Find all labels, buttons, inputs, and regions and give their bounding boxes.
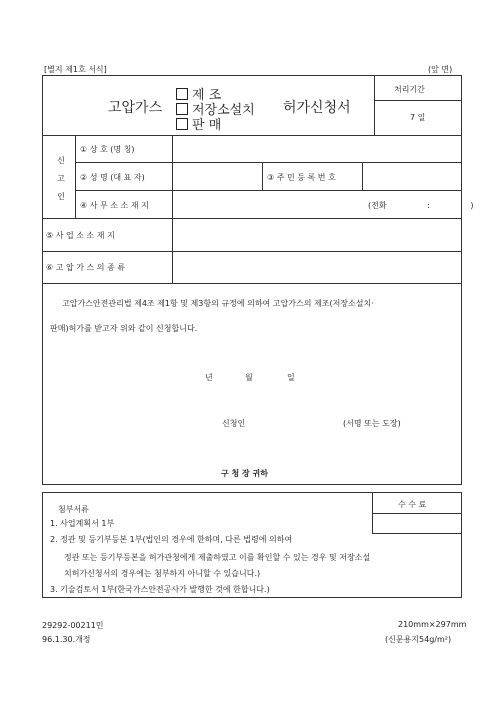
option-sales-label: 판 매 <box>192 118 222 133</box>
attachment-item-3: 3. 기술검토서 1부(한국가스안전공사가 발행한 것에 한합니다.) <box>50 585 270 594</box>
business-name-label: ① 상 호 (명 칭) <box>80 145 135 154</box>
office-address-field[interactable] <box>174 192 364 216</box>
paper-type: (신문용지54g/m²) <box>385 635 452 644</box>
body-line-1: 고압가스안전관리법 제4조 제1항 및 제3항의 규정에 의하여 고압가스의 제조(저장소설치· <box>62 299 374 308</box>
form-code: 29292-00211민 <box>42 621 104 630</box>
applicant-group-label: 신고인 <box>57 156 65 201</box>
option-sales[interactable] <box>176 114 221 133</box>
page-side-label: (앞 면) <box>428 65 453 74</box>
checkbox-manufacture[interactable] <box>176 88 188 100</box>
representative-field[interactable] <box>174 164 260 188</box>
office-address-label: ④ 사 무 소 소 재 지 <box>80 201 149 210</box>
fee-field[interactable] <box>374 515 460 531</box>
option-manufacture-label: 제 조 <box>192 88 222 103</box>
attachment-item-2-cont1: 정관 또는 등기부등본을 허가관청에게 제출하였고 이를 확인할 수 있는 경우 및 저장소설 <box>64 553 371 562</box>
checkbox-storage[interactable] <box>176 103 188 115</box>
attachment-item-1: 1. 사업계획서 1부 <box>50 519 115 528</box>
date-day-label: 일 <box>287 373 295 382</box>
form-reference: [별지 제1호 서식] <box>44 65 107 74</box>
gas-type-field[interactable] <box>174 253 460 281</box>
body-line-2: 판매)허가를 받고자 위와 같이 신청합니다. <box>50 324 198 333</box>
site-address-field[interactable] <box>174 220 460 249</box>
addressee: 구 청 장 귀하 <box>221 469 268 478</box>
checkbox-sales[interactable] <box>176 118 188 130</box>
business-name-field[interactable] <box>174 137 460 161</box>
gas-type-label: ⑥ 고 압 가 스 의 종 류 <box>46 263 126 272</box>
resident-number-field[interactable] <box>364 164 460 188</box>
attachment-item-2-cont2: 치허가신청서의 경우에는 첨부하지 아니할 수 있습니다.) <box>64 569 261 578</box>
title-suffix: 허가신청서 <box>283 100 351 116</box>
site-address-label: ⑤ 사 업 소 소 재 지 <box>46 231 115 240</box>
revision-date: 96.1.30.개정 <box>42 635 91 644</box>
paper-size: 210mm×297mm <box>398 620 467 629</box>
fee-label: 수 수 료 <box>398 500 427 509</box>
applicant-name-field[interactable] <box>262 414 340 428</box>
date-year-label: 년 <box>205 373 213 382</box>
title-prefix: 고압가스 <box>108 100 163 116</box>
resident-number-label: ③ 주 민 등 록 번 호 <box>267 173 336 182</box>
attachments-title: 첨부서류 <box>58 505 89 514</box>
phone-label: (전화 : ) <box>368 201 474 210</box>
date-month-label: 월 <box>245 373 253 382</box>
signature-note: (서명 또는 도장) <box>343 419 401 428</box>
option-storage-label: 저장소설치 <box>192 103 255 118</box>
representative-label: ② 성 명 (대 표 자) <box>80 173 145 182</box>
attachment-item-2: 2. 정관 및 등기부등본 1부(법인의 경우에 한하며, 다른 법령에 의하여 <box>50 535 293 544</box>
applicant-sign-label: 신청인 <box>222 419 246 428</box>
processing-period-value: 7 일 <box>410 113 426 122</box>
processing-period-label: 처리기간 <box>394 85 425 94</box>
